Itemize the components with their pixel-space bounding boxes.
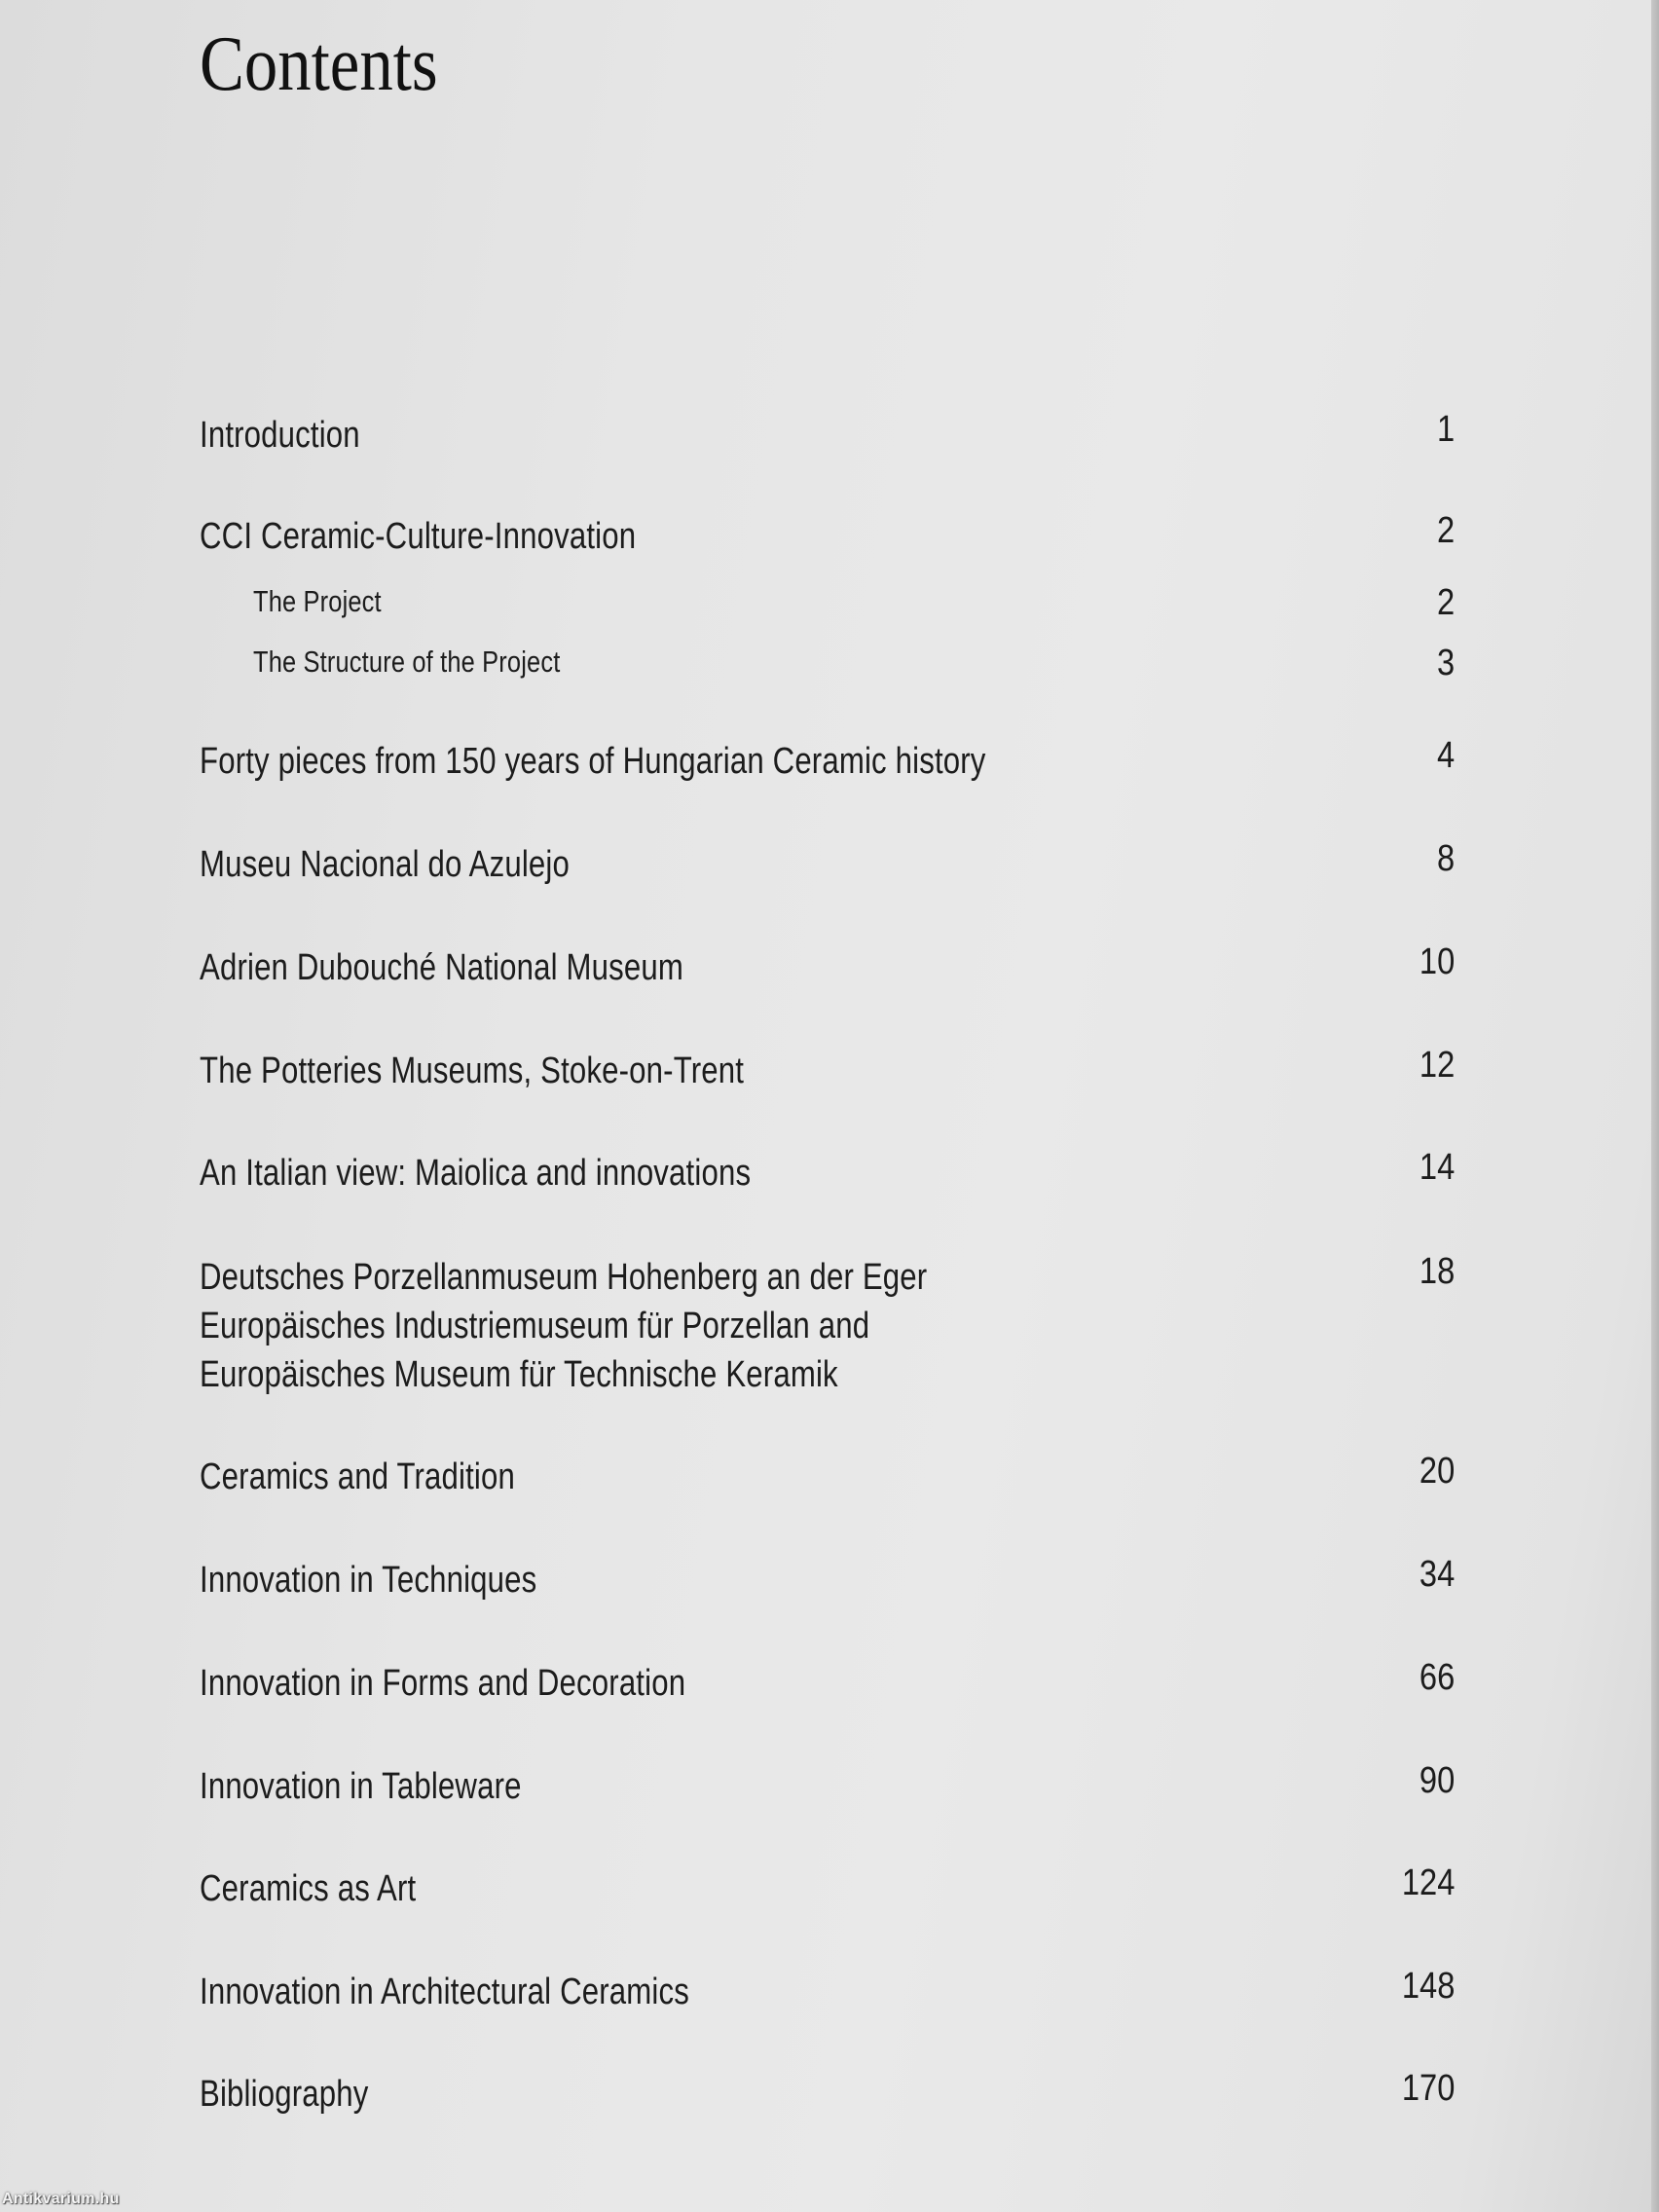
toc-entry-page: 34	[1419, 1554, 1455, 1595]
toc-entry-label: Innovation in Tableware	[200, 1766, 522, 1807]
toc-entry-label-line: Deutsches Porzellanmuseum Hohenberg an der Eger	[200, 1257, 928, 1298]
watermark: Antikvarium.hu	[2, 2191, 120, 2207]
toc-entry-page: 3	[1436, 643, 1455, 683]
toc-entry-label: Innovation in Architectural Ceramics	[200, 1972, 689, 2012]
toc-entry-page: 8	[1436, 838, 1455, 879]
toc-entry-page: 14	[1419, 1147, 1455, 1188]
toc-entry-label: Ceramics as Art	[200, 1868, 417, 1909]
toc-entry-page: 124	[1401, 1862, 1455, 1903]
toc-entry-label: Bibliography	[200, 2074, 369, 2115]
toc-entry-label: CCI Ceramic-Culture-Innovation	[200, 516, 637, 557]
toc-entry-page: 66	[1419, 1657, 1455, 1698]
toc-entry-page: 2	[1436, 582, 1455, 623]
toc-entry-label-line: Europäisches Museum für Technische Keramik	[200, 1354, 838, 1395]
toc-entry-page: 1	[1436, 409, 1455, 450]
toc-entry-label: Adrien Dubouché National Museum	[200, 947, 683, 988]
toc-entry-label	[200, 1253, 927, 1399]
toc-entry-page: 148	[1401, 1966, 1455, 2007]
toc-entry-page: 170	[1401, 2068, 1455, 2109]
toc-entry-page: 18	[1419, 1251, 1455, 1292]
toc-entry-page: 10	[1419, 941, 1455, 982]
toc-entry-page: 2	[1436, 510, 1455, 551]
toc-entry-label: Forty pieces from 150 years of Hungarian Ceramic history	[200, 741, 986, 782]
toc-entry-label-line: Europäisches Industriemuseum für Porzellan and	[200, 1306, 870, 1346]
toc-entry-page: 90	[1419, 1760, 1455, 1801]
toc-entry-label: Innovation in Techniques	[200, 1560, 537, 1601]
toc-entry-label: Museu Nacional do Azulejo	[200, 844, 570, 885]
toc-entry-page: 4	[1436, 735, 1455, 776]
toc-entry-page: 12	[1419, 1045, 1455, 1086]
toc-entry-label: Innovation in Forms and Decoration	[200, 1663, 686, 1704]
toc-entry-label: An Italian view: Maiolica and innovations	[200, 1153, 752, 1194]
page-title: Contents	[200, 21, 438, 107]
toc-entry-page: 20	[1419, 1451, 1455, 1492]
toc-entry-label: Introduction	[200, 415, 360, 456]
toc-entry-label: The Project	[253, 584, 382, 618]
toc-entry-label: The Potteries Museums, Stoke-on-Trent	[200, 1051, 745, 1091]
toc-entry-label: Ceramics and Tradition	[200, 1456, 516, 1497]
toc-entry-label: The Structure of the Project	[253, 645, 561, 679]
